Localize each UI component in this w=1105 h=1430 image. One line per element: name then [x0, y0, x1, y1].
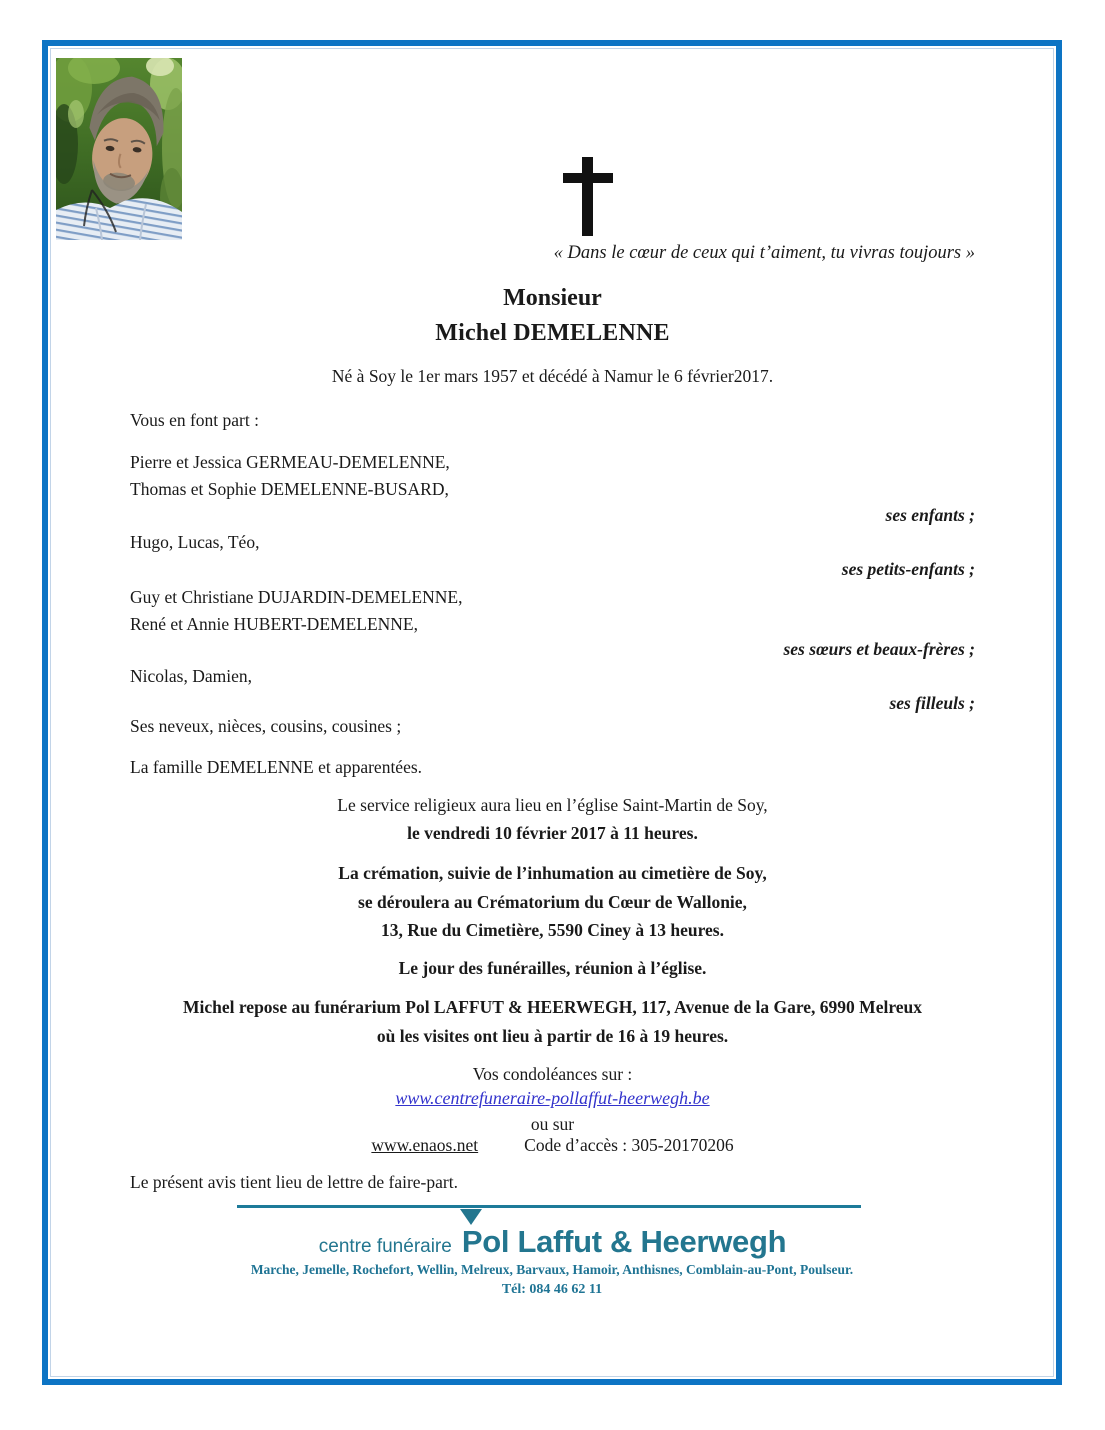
life-dates: Né à Soy le 1er mars 1957 et décédé à Namur le 6 février2017. [331, 366, 774, 386]
access-code: Code d’accès : 305-20170206 [524, 1135, 734, 1155]
siblings-name-line: Guy et Christiane DUJARDIN-DEMELENNE, [130, 587, 463, 607]
service-datetime-line: le vendredi 10 février 2017 à 11 heures. [407, 823, 698, 843]
children-name-line: Pierre et Jessica GERMEAU-DEMELENNE, [130, 452, 450, 472]
family-line: La famille DEMELENNE et apparentées. [130, 757, 423, 777]
logo-brand-name: Pol Laffut & Heerwegh [462, 1224, 786, 1260]
reunion-line: Le jour des funérailles, réunion à l’église. [398, 958, 707, 978]
memorial-quote: « Dans le cœur de ceux qui t’aiment, tu vivras toujours » [553, 243, 975, 263]
logo-phone: Tél: 084 46 62 11 [501, 1282, 603, 1297]
deceased-name: Michel DEMELENNE [435, 320, 670, 346]
triangle-down-icon [460, 1209, 482, 1225]
repose-line: Michel repose au funérarium Pol LAFFUT & HEERWEGH, 117, Avenue de la Gare, 6990 Melreux [182, 997, 923, 1017]
condolences-link-row [130, 1086, 975, 1110]
enaos-row [130, 1133, 975, 1157]
condolences-heading: Vos condoléances sur : [472, 1064, 633, 1084]
cremation-line: se déroulera au Crématorium du Cœur de Wallonie, [358, 892, 747, 912]
funeral-home-logo [130, 1224, 975, 1260]
siblings-relation-label: ses sœurs et beaux-frères ; [783, 639, 975, 659]
godsons-name-line: Nicolas, Damien, [130, 666, 252, 686]
cremation-line: La crémation, suivie de l’inhumation au cimetière de Soy, [338, 863, 767, 883]
logo-divider [237, 1205, 861, 1208]
cross-icon [563, 157, 613, 236]
logo-tagline: centre funéraire [318, 1236, 452, 1257]
condolences-or: ou sur [530, 1114, 575, 1134]
children-name-line: Thomas et Sophie DEMELENNE-BUSARD, [130, 479, 449, 499]
relatives-line: Ses neveux, nièces, cousins, cousines ; [130, 716, 402, 736]
grandchildren-name-line: Hugo, Lucas, Téo, [130, 532, 260, 552]
enaos-site-link: www.enaos.net [371, 1135, 479, 1155]
repose-hours-line: où les visites ont lieu à partir de 16 à 19 heures. [376, 1026, 729, 1046]
condolences-link[interactable]: www.centrefuneraire-pollaffut-heerwegh.be [395, 1088, 710, 1108]
portrait-photo [56, 58, 182, 240]
logo-locations: Marche, Jemelle, Rochefort, Wellin, Melreux, Barvaux, Hamoir, Anthisnes, Comblain-au-Pont, Poulseur. [250, 1262, 854, 1277]
service-line: Le service religieux aura lieu en l’église Saint-Martin de Soy, [337, 795, 768, 815]
memorial-card [42, 40, 1062, 1385]
children-relation-label: ses enfants ; [885, 505, 975, 525]
honorific-title: Monsieur [503, 285, 602, 311]
announcement-intro: Vous en font part : [130, 410, 259, 430]
grandchildren-relation-label: ses petits-enfants ; [841, 559, 975, 579]
notice-line: Le présent avis tient lieu de lettre de faire-part. [130, 1172, 458, 1192]
godsons-relation-label: ses filleuls ; [889, 693, 975, 713]
siblings-name-line: René et Annie HUBERT-DEMELENNE, [130, 614, 418, 634]
cremation-address-line: 13, Rue du Cimetière, 5590 Ciney à 13 heures. [380, 920, 724, 940]
